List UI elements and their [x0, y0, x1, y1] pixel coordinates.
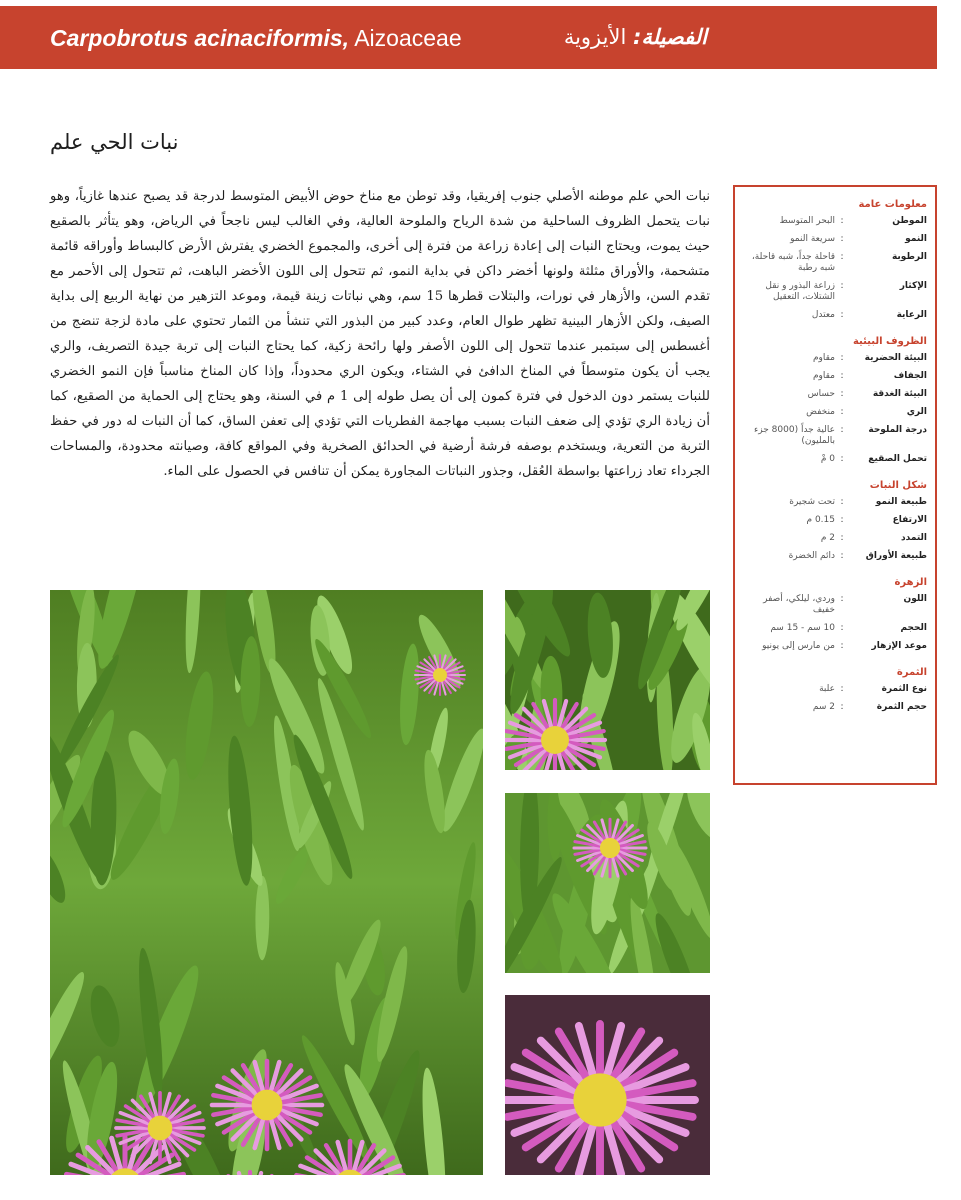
description-paragraph: نبات الحي علم موطنه الأصلي جنوب إفريقيا، وقد توطن مع مناخ حوض الأبيض المتوسط لدرجة قد يصبح عندها غازياً، وهو نبات يتحمل الظروف الساحلية من شدة الرياح والملوحة العالية، وفي الغالب ليس ناجحاً في الرياض، وهو يتأثر بالصقيع حيث يموت، ويحتاج النبات إلى إعادة زراعة من فترة إلى أخرى، والمجموع الخضري يفترش الأرض كالبساط وأوراقه قائمة متشحمة، والأوراق مثلثة ولونها أخضر داكن في بداية النمو، ثم تتحول إلى اللون الأخضر الباهت، ثم تتحول إلى الأحمر مع تقدم السن، والأزهار في نورات، والبتلات قطرها 15 سم، وهي نباتات زينة قيمة، وموعد التزهير من نهاية الربيع إلى بداية الصيف، ولكن الأزهار البينية تظهر طوال العام، وعدد كبير من البذور التي تنشأ من الثمار تحتوي على مادة لزجة تنضج من أغسطس إلى سبتمبر عندما تتحول إلى اللون الأصفر ولها رائحة زكية، كما يحتاج النبات إلى تربة جيدة التصريف، والري يجب أن يكون متوسطاً في المناخ الدافئ في الشتاء، ويكون الري محدوداً، وإذا كان المناخ مناسباً فإن النمو الخضري للنبات يستمر دون الدخول في فترة كمون إلى أن يصل طوله إلى 1 م في السنة، وهو يحتاج إلى الحماية من الصقيع، كما أن زيادة الري تؤدي إلى ضعف النبات بسبب مهاجمة الفطريات التي تؤدي إلى تعفن الساق، كما أن النبات له دور في حفظ التربة من التعرية، ويستخدم بوصفه فرشة أرضية في الحدائق الصخرية وفي المواقع كافة، وصيانته محدودة، والمساحات الجرداء تعاد زراعتها بواسطة العُقل، وجذور النباتات المجاورة يمكن أن تنافس في الحصول على الماء.	[50, 189, 711, 479]
main-plant-photo	[50, 590, 483, 1175]
info-colon: :	[840, 407, 844, 417]
info-row	[743, 389, 927, 400]
info-row	[743, 252, 927, 274]
info-row	[743, 702, 927, 713]
info-value: معتدل	[811, 310, 835, 320]
info-colon: :	[840, 310, 844, 320]
info-colon: :	[840, 533, 844, 543]
info-value: حساس	[807, 389, 835, 399]
info-value: 2 سم	[812, 702, 835, 712]
info-value: 10 سم - 15 سم	[770, 623, 835, 633]
info-section-heading: الظروف البيئية	[852, 336, 927, 347]
info-key: الجفاف	[893, 371, 927, 381]
header-banner	[0, 6, 937, 69]
info-section-heading: شكل النبات	[869, 480, 927, 491]
info-row	[743, 425, 927, 447]
info-colon: :	[840, 353, 844, 363]
info-value: علبة	[819, 684, 835, 694]
info-value: وردي، ليلكي، أصفر خفيف	[763, 594, 835, 615]
info-key: تحمل الصقيع	[868, 454, 927, 464]
info-value: 2 م	[820, 533, 835, 543]
info-colon: :	[840, 454, 844, 464]
info-colon: :	[840, 702, 844, 712]
info-row	[743, 594, 927, 616]
info-value: مقاوم	[812, 353, 835, 363]
info-colon: :	[840, 281, 844, 291]
info-value: دائم الخضرة	[788, 551, 835, 561]
info-value: 0 مْ	[820, 454, 835, 464]
info-key: الري	[906, 407, 927, 417]
info-row	[743, 641, 927, 652]
info-key: الرعاية	[896, 310, 927, 320]
info-value: البحر المتوسط	[779, 216, 835, 226]
info-row	[743, 216, 927, 227]
info-value: 0.15 م	[806, 515, 835, 525]
info-colon: :	[840, 623, 844, 633]
info-row	[743, 551, 927, 562]
flower-photo-1	[505, 590, 710, 770]
info-row	[743, 310, 927, 321]
info-key: حجم الثمرة	[876, 702, 927, 712]
info-row	[743, 281, 927, 303]
info-value: تحت شجيرة	[789, 497, 835, 507]
species-name: Carpobrotus acinaciformis,	[50, 25, 350, 51]
info-key: التمدد	[901, 533, 927, 543]
info-colon: :	[840, 497, 844, 507]
info-key: اللون	[903, 594, 927, 604]
info-colon: :	[840, 551, 844, 561]
info-value: من مارس إلى يونيو	[762, 641, 835, 651]
info-section-heading: الثمرة	[896, 667, 927, 678]
info-row	[743, 533, 927, 544]
info-value: سريعة النمو	[790, 234, 835, 244]
info-colon: :	[840, 684, 844, 694]
info-key: البيئة الحضرية	[864, 353, 927, 363]
plant-info-box	[733, 185, 937, 785]
info-colon: :	[840, 594, 844, 604]
info-row	[743, 234, 927, 245]
info-key: موعد الإزهار	[871, 641, 927, 651]
flower-photo-2	[505, 793, 710, 973]
info-key: الارتفاع	[892, 515, 927, 525]
info-value: مقاوم	[812, 371, 835, 381]
info-row	[743, 407, 927, 418]
info-row	[743, 684, 927, 695]
family-arabic-name: الأيزوية	[563, 25, 633, 49]
info-value: زراعة البذور و نقل الشتلات، التعقيل	[765, 281, 835, 302]
info-section-heading: معلومات عامة	[858, 199, 927, 210]
info-key: الإكثار	[899, 281, 927, 291]
info-row	[743, 623, 927, 634]
info-value: عالية جداً (8000 جزء بالمليون)	[754, 425, 835, 446]
info-key: النمو	[905, 234, 927, 244]
info-colon: :	[840, 641, 844, 651]
info-key: درجة الملوحة	[868, 425, 927, 435]
info-colon: :	[840, 234, 844, 244]
family-label: الفصيلة:	[632, 25, 707, 49]
info-key: طبيعة النمو	[875, 497, 927, 507]
page-title: نبات الحي علم	[50, 130, 179, 154]
info-colon: :	[840, 389, 844, 399]
info-value: منخفض	[806, 407, 835, 417]
family-arabic	[564, 25, 707, 49]
info-key: طبيعة الأوراق	[865, 551, 927, 561]
info-key: الرطوبة	[891, 252, 927, 262]
info-key: نوع الثمرة	[881, 684, 927, 694]
info-row	[743, 515, 927, 526]
info-value: قاحلة جداً، شبه قاحلة، شبه رطبة	[751, 252, 835, 273]
family-latin: Aizoaceae	[349, 25, 462, 51]
info-colon: :	[840, 425, 844, 435]
info-key: البيئة الغدقة	[872, 389, 927, 399]
scientific-name	[50, 25, 462, 52]
info-colon: :	[840, 216, 844, 226]
info-section-heading: الزهرة	[894, 577, 927, 588]
info-colon: :	[840, 252, 844, 262]
flower-photo-3	[505, 995, 710, 1175]
info-row	[743, 497, 927, 508]
info-row	[743, 371, 927, 382]
info-colon: :	[840, 515, 844, 525]
info-key: الحجم	[900, 623, 927, 633]
info-colon: :	[840, 371, 844, 381]
info-row	[743, 353, 927, 364]
info-key: الموطن	[892, 216, 927, 226]
info-row	[743, 454, 927, 465]
